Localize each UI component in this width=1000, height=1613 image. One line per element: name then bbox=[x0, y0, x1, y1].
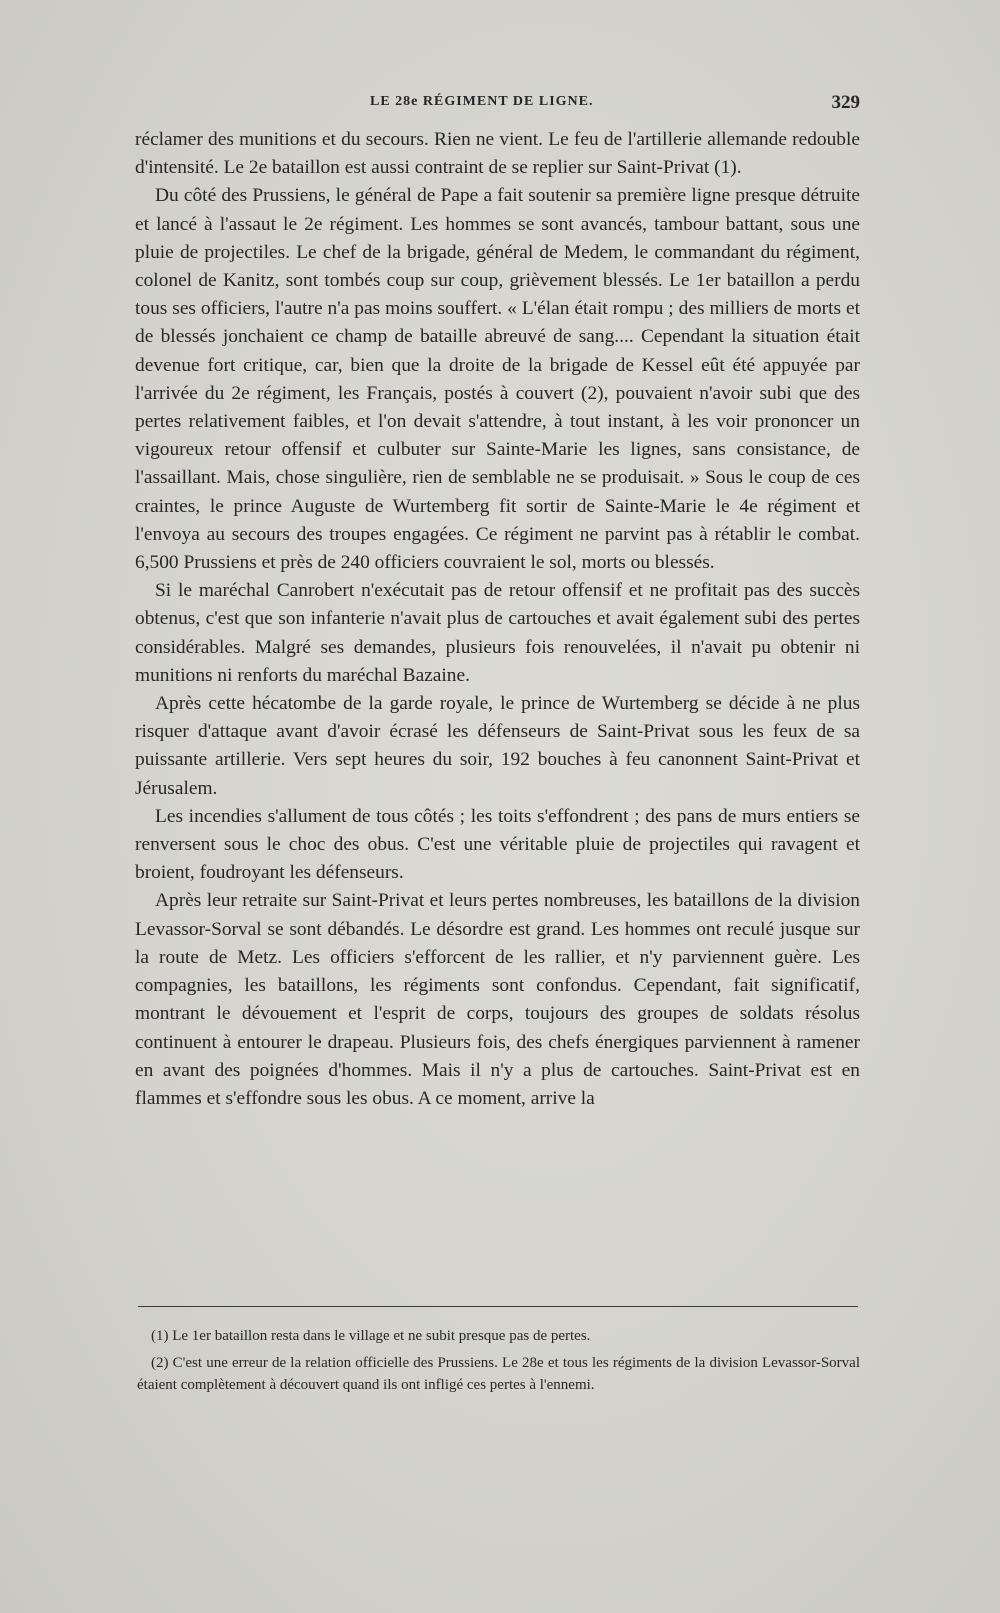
paragraph: Les incendies s'allument de tous côtés ; les toits s'effondrent ; des pans de murs entiers se renversent sous le choc des obus. C'est une véritable pluie de projectiles qui ravagent et broient, foudroyant les défenseurs. bbox=[135, 805, 860, 884]
paragraph: Si le maréchal Canrobert n'exécutait pas de retour offensif et ne profitait pas des succès obtenus, c'est que son infanterie n'avait plus de cartouches et avait également subi des pertes considérables. Malgré ses demandes, plusieurs fois renouvelées, il n'avait pu obtenir ni munitions ni renforts du maréchal Bazaine. bbox=[135, 580, 860, 686]
paragraph: réclamer des munitions et du secours. Rien ne vient. Le feu de l'artillerie allemande redouble d'intensité. Le 2e bataillon est aussi contraint de se replier sur Saint-Privat (1). bbox=[135, 129, 860, 179]
running-title: LE 28e RÉGIMENT DE LIGNE. bbox=[370, 94, 594, 109]
footnote-divider bbox=[138, 1306, 858, 1307]
body-text bbox=[135, 126, 860, 1113]
footnote: (1) Le 1er bataillon resta dans le village et ne subit presque pas de pertes. bbox=[151, 1328, 591, 1344]
page-header bbox=[135, 92, 860, 116]
paragraph: Après cette hécatombe de la garde royale, le prince de Wurtemberg se décide à ne plus risquer d'attaque avant d'avoir écrasé les défenseurs de Saint-Privat sous les feux de sa puissante artillerie. Vers sept heures du soir, 192 bouches à feu canonnent Saint-Privat et Jérusalem. bbox=[135, 693, 860, 799]
footnote: (2) C'est une erreur de la relation officielle des Prussiens. Le 28e et tous les régiments de la division Levassor-Sorval étaient complètement à découvert quand ils ont infligé ces pertes à l'ennemi. bbox=[137, 1354, 860, 1393]
footnotes bbox=[137, 1325, 860, 1401]
page-number: 329 bbox=[831, 92, 860, 113]
paragraph: Après leur retraite sur Saint-Privat et leurs pertes nombreuses, les bataillons de la division Levassor-Sorval se sont débandés. Le désordre est grand. Les hommes ont reculé jusque sur la route de Metz. Les officiers s'efforcent de les rallier, et n'y parviennent guère. Les compagnies, les bataillons, les régiments sont confondus. Cependant, fait significatif, montrant le dévouement et l'esprit de corps, toujours des groupes de soldats résolus continuent à entourer le drapeau. Plusieurs fois, des chefs énergiques parviennent à ramener en avant des poignées d'hommes. Mais il n'y a plus de cartouches. Saint-Privat est en flammes et s'effondre sous les obus. A ce moment, arrive la bbox=[135, 890, 860, 1109]
paragraph: Du côté des Prussiens, le général de Pape a fait soutenir sa première ligne presque détruite et lancé à l'assaut le 2e régiment. Les hommes se sont avancés, tambour battant, sous une pluie de projectiles. Le chef de la brigade, général de Medem, le commandant du régiment, colonel de Kanitz, sont tombés coup sur coup, grièvement blessés. Le 1er bataillon a perdu tous ses officiers, l'autre n'a pas moins souffert. « L'élan était rompu ; des milliers de morts et de blessés jonchaient ce champ de bataille abreuvé de sang.... Cependant la situation était devenue fort critique, car, bien que la droite de la brigade de Kessel eût été appuyée par l'arrivée du 2e régiment, les Français, postés à couvert (2), pouvaient n'avoir subi que des pertes relativement faibles, et l'on devait s'attendre, à tout instant, à les voir prononcer un vigoureux retour offensif et culbuter sur Sainte-Marie les lignes, sans consistance, de l'assaillant. Mais, chose singulière, rien de semblable ne se produisait. » Sous le coup de ces craintes, le prince Auguste de Wurtemberg fit sortir de Sainte-Marie le 4e régiment et l'envoya au secours des troupes engagées. Ce régiment ne parvint pas à rétablir le combat. 6,500 Prussiens et près de 240 officiers couvraient le sol, morts ou blessés. bbox=[135, 185, 860, 574]
